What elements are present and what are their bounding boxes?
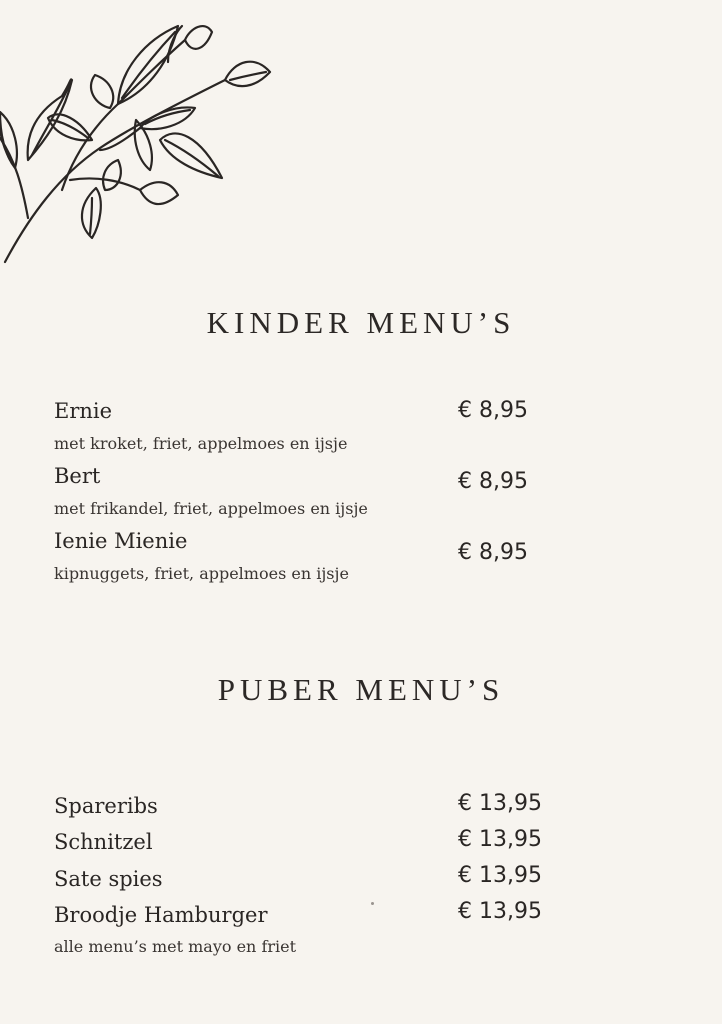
kinder-item-price-bert: € 8,95 <box>458 469 528 494</box>
leaf-branch-icon <box>0 0 280 270</box>
kinder-item-description-ienie-mienie: kipnuggets, friet, appelmoes en ijsje <box>54 564 349 583</box>
kinder-item-price-ienie-mienie: € 8,95 <box>458 540 528 565</box>
kinder-item-price-ernie: € 8,95 <box>458 398 528 423</box>
puber-item-price-sate-spies: € 13,95 <box>458 863 542 888</box>
puber-item-name-sate-spies: Sate spies <box>54 867 163 891</box>
kinder-item-description-ernie: met kroket, friet, appelmoes en ijsje <box>54 434 348 453</box>
puber-item-price-spareribs: € 13,95 <box>458 791 542 816</box>
stray-dot <box>371 902 374 905</box>
puber-menu-note: alle menu’s met mayo en friet <box>54 937 297 956</box>
puber-item-name-spareribs: Spareribs <box>54 794 158 818</box>
puber-item-name-broodje-hamburger: Broodje Hamburger <box>54 903 268 927</box>
puber-item-name-schnitzel: Schnitzel <box>54 830 153 854</box>
puber-item-price-schnitzel: € 13,95 <box>458 827 542 852</box>
kinder-item-name-ernie: Ernie <box>54 399 113 423</box>
kinder-item-name-bert: Bert <box>54 464 101 488</box>
puber-menu-heading: PUBER MENU’S <box>217 672 505 707</box>
kinder-item-name-ienie-mienie: Ienie Mienie <box>54 529 188 553</box>
kinder-item-description-bert: met frikandel, friet, appelmoes en ijsje <box>54 499 368 518</box>
puber-item-price-broodje-hamburger: € 13,95 <box>458 899 542 924</box>
kinder-menu-heading: KINDER MENU’S <box>206 305 516 340</box>
